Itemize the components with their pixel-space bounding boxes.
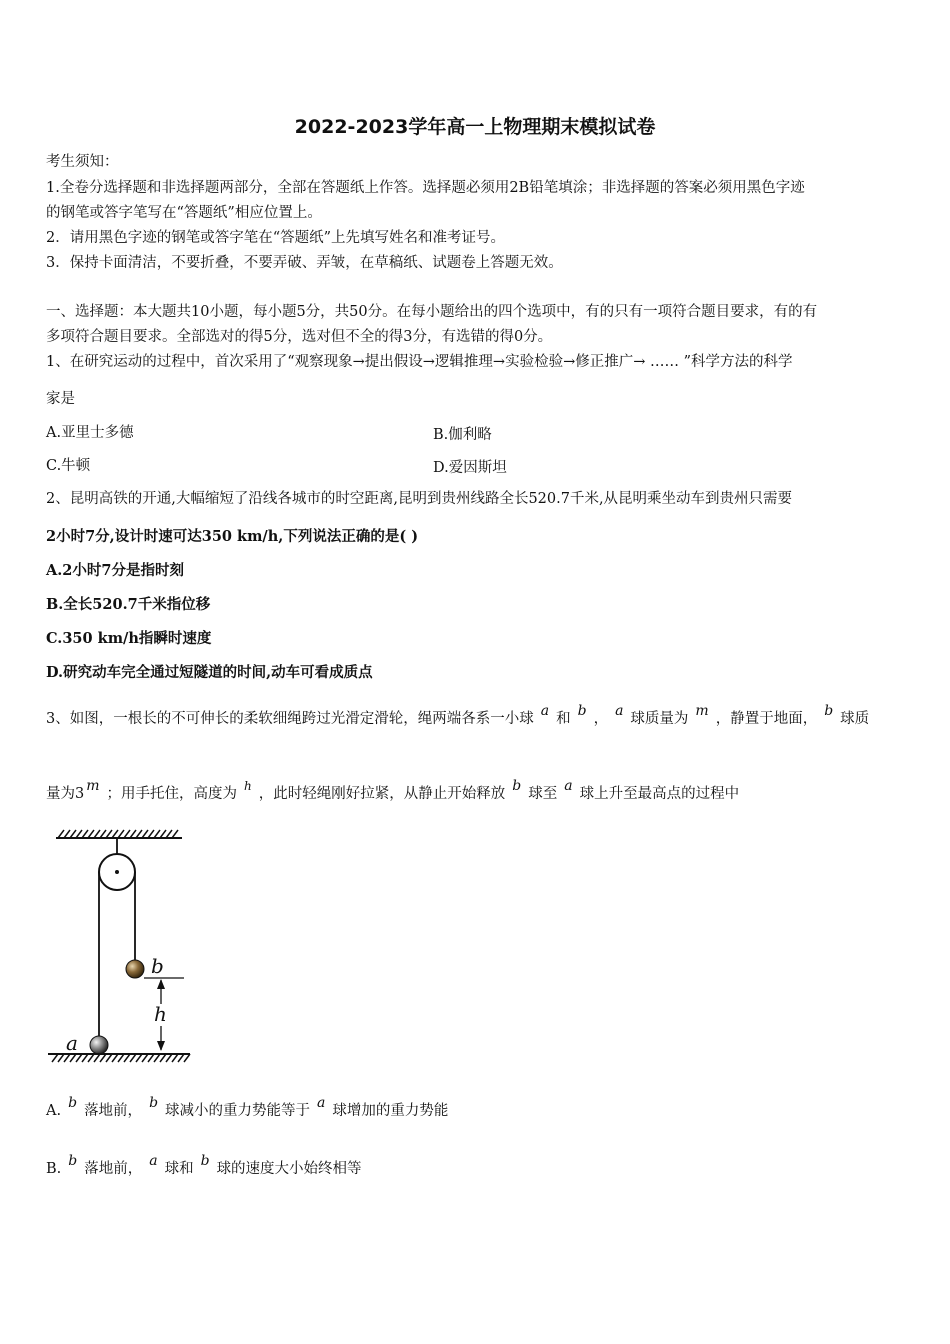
q2-stem-a: 2、昆明高铁的开通,大幅缩短了沿线各城市的时空距离,昆明到贵州线路全长520.7千米,从昆明乘坐动车到贵州只需要 — [46, 491, 793, 507]
section-intro-a: 一、选择题：本大题共10小题，每小题5分，共50分。在每小题给出的四个选项中，有的只有一项符合题目要求，有的有 — [46, 304, 818, 320]
q1-option-d: D.爱因斯坦 — [433, 460, 507, 476]
var-a: a — [317, 1095, 326, 1111]
var-a: a — [564, 778, 573, 794]
q2-option-b: B.全长520.7千米指位移 — [46, 596, 211, 613]
notice-heading: 考生须知： — [46, 154, 119, 170]
ground — [48, 1054, 190, 1062]
q3-stem-line-1: 3、如图，一根长的不可伸长的柔软细绳跨过光滑定滑轮，绳两端各系一小球 a 和 b ， a 球质量为 m ，静置于地面， b 球质 — [46, 703, 870, 727]
var-b: b — [200, 1153, 210, 1169]
var-a: a — [540, 703, 550, 719]
q3-option-b: B. b 落地前， a 球和 b 球的速度大小始终相等 — [46, 1153, 362, 1177]
q2-option-a: A.2小时7分是指时刻 — [46, 562, 184, 579]
q1-option-c: C.牛顿 — [46, 458, 91, 474]
var-m: m — [86, 778, 100, 794]
notice-line-3: 3．保持卡面清洁，不要折叠，不要弄破、弄皱，在草稿纸、试题卷上答题无效。 — [46, 255, 563, 271]
page-title: 2022-2023学年高一上物理期末模拟试卷 — [294, 116, 656, 138]
notice-line-1a: 1.全卷分选择题和非选择题两部分，全部在答题纸上作答。选择题必须用2B铅笔填涂；非选择题的答案必须用黑色字迹 — [46, 180, 805, 196]
q1-stem-b: 家是 — [46, 391, 75, 407]
var-a: a — [149, 1153, 158, 1169]
figure-label-b: b — [151, 954, 164, 978]
q1-option-a: A.亚里士多德 — [46, 425, 134, 441]
q2-option-d: D.研究动车完全通过短隧道的时间,动车可看成质点 — [46, 664, 373, 681]
section-intro-b: 多项符合题目要求。全部选对的得5分，选对但不全的得3分，有选错的得0分。 — [46, 329, 553, 345]
var-b: b — [149, 1095, 159, 1111]
ball-a — [90, 1036, 108, 1054]
var-a: a — [615, 703, 624, 719]
notice-line-2: 2．请用黑色字迹的钢笔或答字笔在“答题纸”上先填写姓名和准考证号。 — [46, 230, 506, 246]
pulley-figure — [44, 822, 204, 1072]
ball-b — [126, 960, 144, 978]
var-b: b — [512, 778, 522, 794]
var-m: m — [695, 703, 709, 719]
q3-stem-line-2: 量为3 m ；用手托住，高度为 $^h$ ，此时轻绳刚好拉紧，从静止开始释放 b 球至 a 球上升至最高点的过程中 — [46, 778, 740, 802]
var-h: h — [244, 779, 252, 793]
notice-line-1b: 的钢笔或答字笔写在“答题纸”相应位置上。 — [46, 205, 322, 221]
var-b: b — [68, 1153, 78, 1169]
var-b: b — [824, 703, 834, 719]
var-b: b — [577, 703, 587, 719]
pulley-axle — [115, 870, 119, 874]
q1-option-b: B.伽利略 — [433, 427, 492, 443]
var-b: b — [68, 1095, 78, 1111]
q3-option-a: A. b 落地前， b 球减小的重力势能等于 a 球增加的重力势能 — [46, 1095, 449, 1119]
figure-label-h: h — [154, 1002, 167, 1026]
q2-option-c: C.350 km/h指瞬时速度 — [46, 630, 212, 647]
q2-stem-b: 2小时7分,设计时速可达350 km/h,下列说法正确的是( ) — [46, 528, 419, 545]
ceiling — [56, 830, 182, 838]
figure-label-a: a — [66, 1031, 78, 1055]
q1-stem-a: 1、在研究运动的过程中，首次采用了“观察现象→提出假设→逻辑推理→实验检验→修正推广→ …… ”科学方法的科学 — [46, 354, 793, 370]
